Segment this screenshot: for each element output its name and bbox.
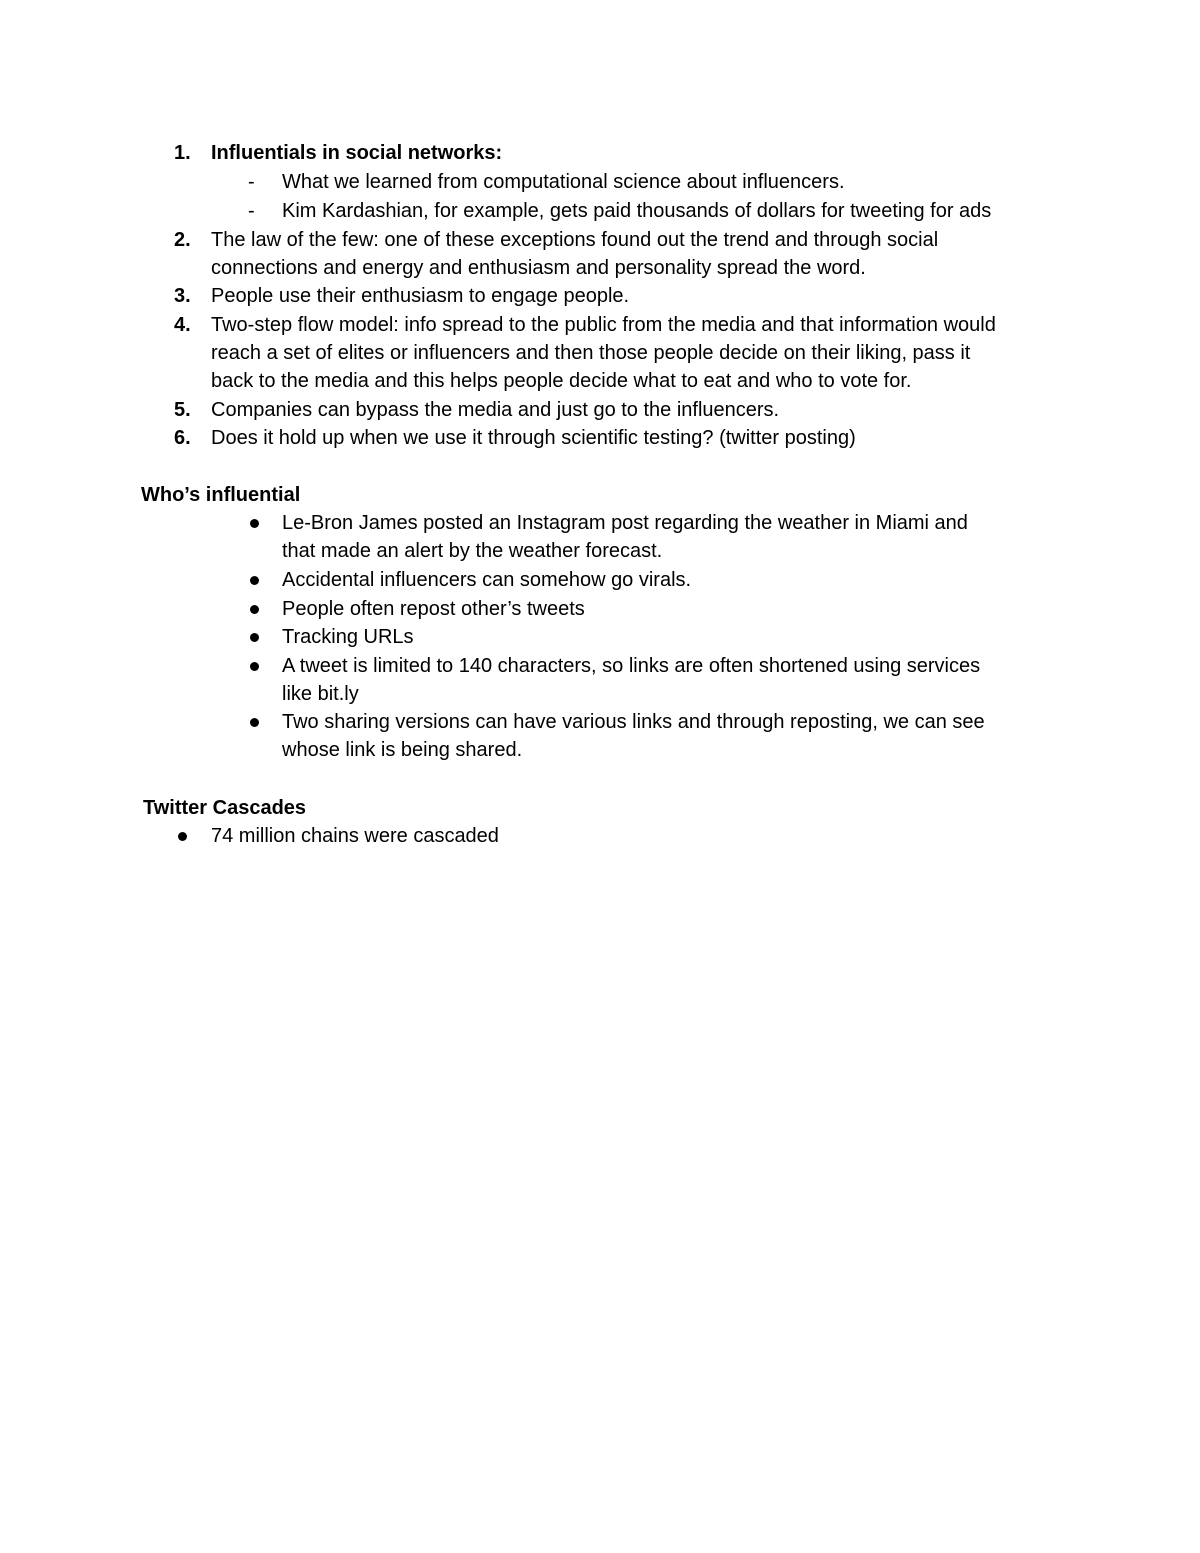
bullet-icon	[250, 605, 259, 614]
bullet-item: A tweet is limited to 140 characters, so links are often shortened using services	[282, 655, 981, 677]
list-item-text: connections and energy and enthusiasm and personality spread the word.	[211, 257, 866, 279]
list-number: 5.	[174, 399, 191, 421]
sub-list-item: What we learned from computational science about influencers.	[282, 171, 845, 193]
bullet-item: Two sharing versions can have various links and through reposting, we can see	[282, 711, 985, 733]
bullet-item-continuation: that made an alert by the weather forecast.	[282, 540, 663, 562]
list-number: 3.	[174, 285, 191, 307]
list-item-text: Two-step flow model: info spread to the public from the media and that information would	[211, 314, 996, 336]
section-heading-whos-influential: Who’s influential	[141, 484, 301, 506]
list-item-text: Companies can bypass the media and just go to the influencers.	[211, 399, 780, 421]
bullet-item: Tracking URLs	[282, 626, 414, 648]
list-item-text: reach a set of elites or influencers and then those people decide on their liking, pass it	[211, 342, 971, 364]
list-item-text: back to the media and this helps people decide what to eat and who to vote for.	[211, 370, 912, 392]
sub-list-item: Kim Kardashian, for example, gets paid thousands of dollars for tweeting for ads	[282, 200, 992, 222]
bullet-icon	[250, 519, 259, 528]
bullet-item: People often repost other’s tweets	[282, 598, 585, 620]
list-number: 1.	[174, 142, 191, 164]
bullet-icon	[250, 662, 259, 671]
list-item-text: Does it hold up when we use it through scientific testing? (twitter posting)	[211, 427, 856, 449]
bullet-item-continuation: whose link is being shared.	[282, 739, 523, 761]
dash-marker: -	[248, 200, 255, 222]
bullet-item: 74 million chains were cascaded	[211, 825, 499, 847]
list-number: 6.	[174, 427, 191, 449]
list-item-text: The law of the few: one of these exceptions found out the trend and through social	[211, 229, 939, 251]
bullet-icon	[250, 633, 259, 642]
bullet-icon	[250, 718, 259, 727]
bullet-icon	[178, 832, 187, 841]
bullet-item: Accidental influencers can somehow go virals.	[282, 569, 692, 591]
section-heading-twitter-cascades: Twitter Cascades	[143, 797, 307, 819]
bullet-icon	[250, 576, 259, 585]
bullet-item-continuation: like bit.ly	[282, 683, 359, 705]
list-number: 2.	[174, 229, 191, 251]
list-item-text: People use their enthusiasm to engage people.	[211, 285, 630, 307]
dash-marker: -	[248, 171, 255, 193]
bullet-item: Le-Bron James posted an Instagram post regarding the weather in Miami and	[282, 512, 968, 534]
list-item-heading: Influentials in social networks:	[211, 142, 503, 164]
list-number: 4.	[174, 314, 191, 336]
